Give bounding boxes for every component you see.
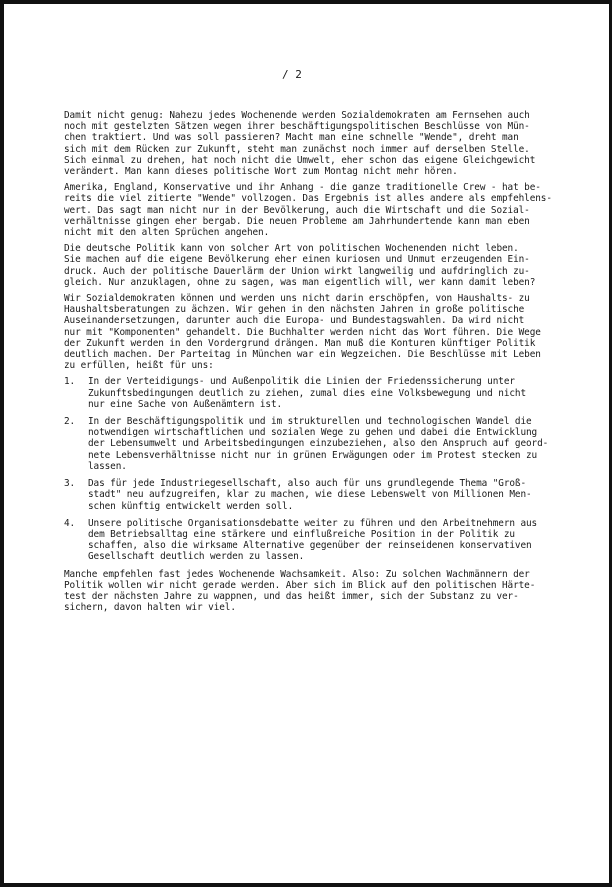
list-item-text: Unsere politische Organisationsdebatte weiter zu führen und den Arbeitnehmern aus dem Betriebsalltag eine stärkere und einflußreiche Position in der Politik zu schaffen, also die wirksame Alternative gegenüber der reinseidenen konservativen Gesellschaft deutlich werden zu lassen. [88,517,538,563]
closing-paragraph: Manche empfehlen fast jedes Wochenende Wachsamkeit. Also: Zu solchen Wachmännern der Politik wollen wir nicht gerade werden. Aber sich im Blick auf den politischen Härte- test der nächsten Jahre zu wappnen, und das heißt immer, sich der Substanz zu ver- sichern, davon halten wir viel. [64,568,536,614]
paragraph-2: Amerika, England, Konservative und ihr Anhang - die ganze traditionelle Crew - hat be- reits die viel zitierte "Wende" vollzogen. Das Ergebnis ist alles andere als empfehlens- wert. Das sagt man nicht nur in der Bevölkerung, auch die Wirtschaft und die Sozial- verhältnisse gingen eher bergab. Die neuen Probleme am Jahrhundertende kann man eben nicht mit den alten Sprüchen angehen. [64,182,552,239]
list-item-number: 1. [64,376,76,388]
list-item-number: 2. [64,416,76,428]
paragraph-1: Damit nicht genug: Nahezu jedes Wochenende werden Sozialdemokraten am Fernsehen auch noch mit gestelzten Sätzen wegen ihrer beschäftigungspolitischen Beschlüsse von Mün- chen traktiert. Und was soll passieren? Macht man eine schnelle "Wende", dreht man sich mit dem Rücken zur Zukunft, steht man zunächst noch immer auf derselben Stelle. Sich einmal zu drehen, hat noch nicht die Umwelt, eher schon das eigene Gleichgewicht verändert. Man kann dieses politische Wort zum Montag nicht mehr hören. [64,110,536,178]
list-item-text: In der Verteidigungs- und Außenpolitik die Linien der Friedenssicherung unter Zukunftsbedingungen deutlich zu ziehen, zumal dies eine Volksbewegung und nicht nur eine Sache von Außenämtern ist. [88,376,526,410]
paragraph-4: Wir Sozialdemokraten können und werden uns nicht darin erschöpfen, von Haushalts- zu Haushaltsberatungen zu ächzen. Wir gehen in den nächsten Jahren in große politische Auseinandersetzungen, darunter auch die Europa- und Bundestagswahlen. Da wird nicht nur mit "Komponenten" gehandelt. Die Buchhalter werden nicht das Wort führen. Die Wege der Zukunft werden in den Vordergrund drängen. Man muß die Konturen künftiger Politik deutlich machen. Der Parteitag in München war ein Wegzeichen. Die Beschlüsse mit Leben zu erfüllen, heißt für uns: [64,293,541,372]
list-item-text: Das für jede Industriegesellschaft, also auch für uns grundlegende Thema "Groß- stadt" neu aufzugreifen, klar zu machen, wie diese Lebenswelt von Millionen Men- schen künftig entwickelt werden soll. [88,478,532,512]
document-body [64,110,569,618]
paragraph-3: Die deutsche Politik kann von solcher Art von politischen Wochenenden nicht leben. Sie machen auf die eigene Bevölkerung eher einen kuriosen und Unmut erzeugenden Ein- druck. Auch der politische Dauerlärm der Union wirkt langweilig und aufdringlich zu- gleich. Nur anzuklagen, ohne zu sagen, was man eigentlich will, wer kann damit leben? [64,243,536,288]
list-item [64,416,569,472]
list-item [64,478,569,512]
page-number: / 2 [282,68,302,81]
list-item [64,376,569,410]
list-item-text: In der Beschäftigungspolitik und im strukturellen und technologischen Wandel die notwendigen wirtschaftlichen und sozialen Wege zu gehen und dabei die Entwicklung der Lebensumwelt und Arbeitsbedingungen einzubeziehen, also den Anspruch auf geord- nete Lebensverhältnisse nicht nur in grünen Erwägungen oder im Protest stecken zu lassen. [88,416,549,472]
numbered-list [64,376,569,562]
list-item-number: 4. [64,517,76,529]
list-item [64,518,569,563]
list-item-number: 3. [64,478,76,490]
